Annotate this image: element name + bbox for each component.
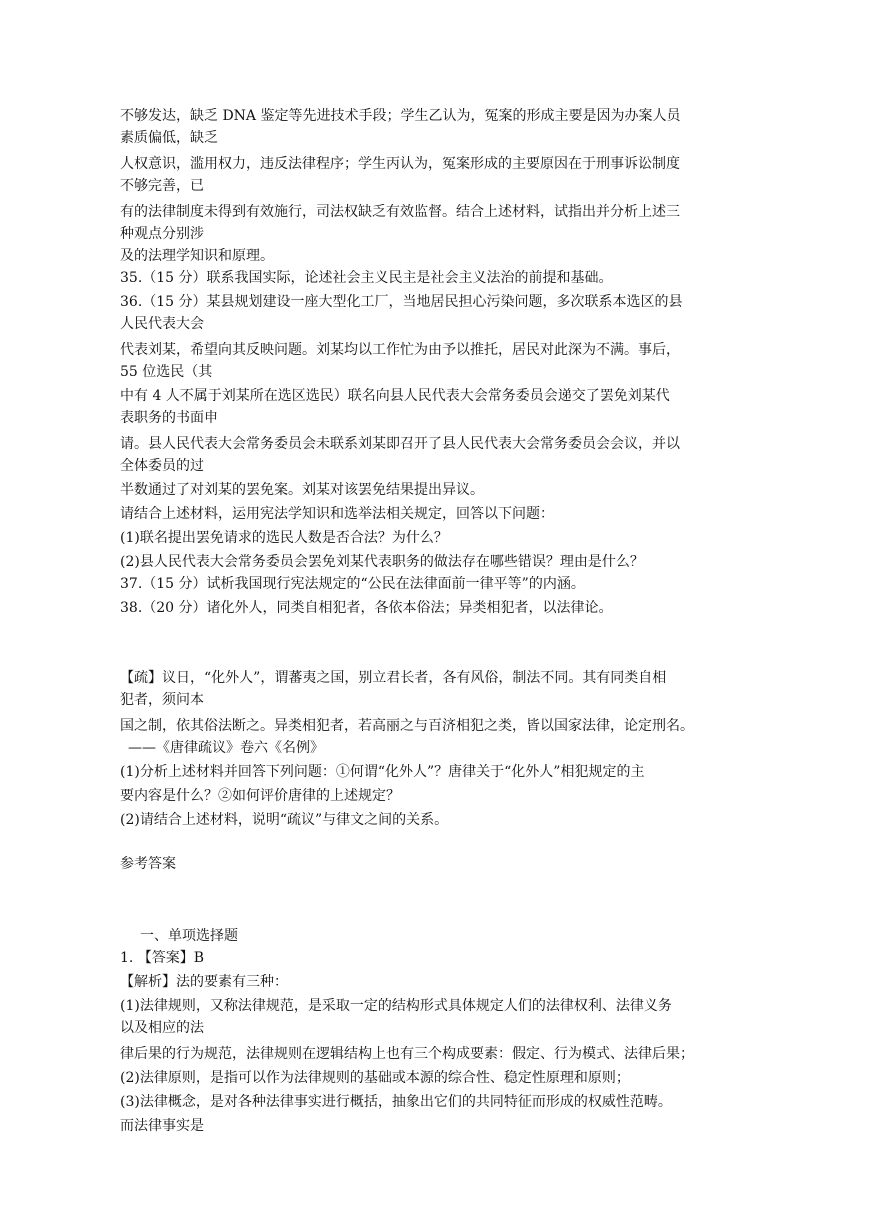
text-line: 素质偏低，缺乏: [120, 130, 218, 146]
text-line: 人权意识，滥用权力，违反法律程序；学生丙认为，冤案形成的主要原因在于刑事诉讼制度: [120, 156, 680, 172]
commentary-line: 犯者，须问本: [120, 692, 204, 708]
text-line: 表职务的书面申: [120, 410, 218, 426]
text-line: 不够完善，已: [120, 178, 204, 194]
text-line: 中有 4 人不属于刘某所在选区选民）联名向县人民代表大会常务委员会递交了罢免刘某代: [120, 388, 670, 404]
text-line: (3)法律概念，是对各种法律事实进行概括，抽象出它们的共同特征而形成的权威性范畴。: [120, 1094, 672, 1110]
sub-question: (2)请结合上述材料，说明“疏议”与律文之间的关系。: [120, 812, 449, 828]
text-line: 55 位选民（其: [120, 364, 213, 380]
sub-question: (1)分析上述材料并回答下列问题：①何谓“化外人”？唐律关于“化外人”相犯规定的主: [120, 764, 645, 780]
question-35: 35.（15 分）联系我国实际，论述社会主义民主是社会主义法治的前提和基础。: [120, 270, 613, 286]
text-line: 及的法理学知识和原理。: [120, 248, 274, 264]
answer-line: 1. 【答案】B: [120, 950, 205, 966]
citation: ——《唐律疏议》卷六《名例》: [128, 740, 324, 756]
text-line: 律后果的行为规范，法律规则在逻辑结构上也有三个构成要素：假定、行为模式、法律后果；: [120, 1046, 694, 1062]
section-heading: 一、单项选择题: [140, 928, 238, 944]
text-line: 半数通过了对刘某的罢免案。刘某对该罢免结果提出异议。: [120, 482, 484, 498]
commentary-line: 【疏】议日，“化外人”，谓蕃夷之国，别立君长者，各有风俗，制法不同。其有同类自相: [120, 670, 667, 686]
question-36: 36.（15 分）某县规划建设一座大型化工厂，当地居民担心污染问题，多次联系本选区的县: [120, 294, 683, 310]
text-line: 人民代表大会: [120, 316, 204, 332]
text-line: 种观点分别涉: [120, 226, 204, 242]
text-line: 要内容是什么？②如何评价唐律的上述规定？: [120, 788, 400, 804]
answers-heading: 参考答案: [120, 856, 176, 872]
question-37: 37.（15 分）试析我国现行宪法规定的“公民在法律面前一律平等”的内涵。: [120, 576, 585, 592]
analysis-line: 【解析】法的要素有三种：: [120, 974, 288, 990]
text-line: 而法律事实是: [120, 1118, 204, 1134]
text-line: 有的法律制度未得到有效施行，司法权缺乏有效监督。结合上述材料，试指出并分析上述三: [120, 204, 680, 220]
commentary-line: 国之制，依其俗法断之。异类相犯者，若高丽之与百济相犯之类，皆以国家法律，论定刑名。: [120, 718, 694, 734]
text-line: (1)法律规则，又称法律规范，是采取一定的结构形式具体规定人们的法律权利、法律义务: [120, 998, 672, 1014]
text-line: 请。县人民代表大会常务委员会未联系刘某即召开了县人民代表大会常务委员会会议，并以: [120, 436, 680, 452]
question-38: 38.（20 分）诸化外人，同类自相犯者，各依本俗法；异类相犯者，以法律论。: [120, 600, 613, 616]
sub-question: (2)县人民代表大会常务委员会罢免刘某代表职务的做法存在哪些错误？理由是什么？: [120, 554, 644, 570]
text-line: 请结合上述材料，运用宪法学知识和选举法相关规定，回答以下问题：: [120, 506, 554, 522]
sub-question: (1)联名提出罢免请求的选民人数是否合法？为什么？: [120, 530, 448, 546]
text-line: 代表刘某，希望向其反映问题。刘某均以工作忙为由予以推托，居民对此深为不满。事后，: [120, 342, 680, 358]
text-line: 以及相应的法: [120, 1020, 204, 1036]
text-line: 全体委员的过: [120, 458, 204, 474]
text-line: (2)法律原则，是指可以作为法律规则的基础或本源的综合性、稳定性原理和原则；: [120, 1070, 630, 1086]
text-line: 不够发达，缺乏 DNA 鉴定等先进技术手段；学生乙认为，冤案的形成主要是因为办案人员: [120, 108, 681, 124]
